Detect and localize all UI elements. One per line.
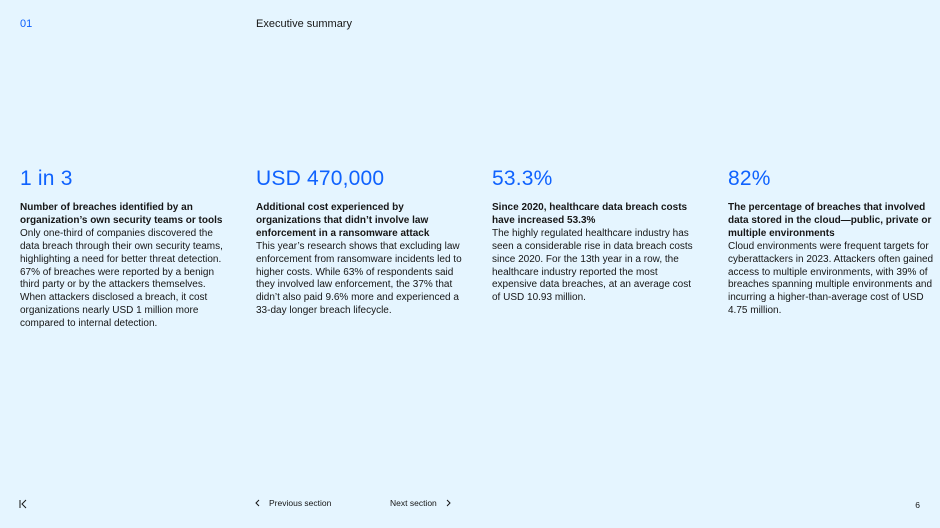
stat-heading: Number of breaches identified by an organization’s own security teams or tools — [20, 202, 223, 226]
next-section-link[interactable] — [390, 498, 452, 508]
stat-block-4 — [728, 166, 934, 318]
previous-section-label: Previous section — [269, 498, 332, 508]
stat-body: Cloud environments were frequent targets for cyberattackers in 2023. Attackers often gained access to multiple environments, with 39% of breaches spanning multiple environments and incurring a higher-than-average cost of USD 4.75 million. — [728, 240, 934, 317]
section-number: 01 — [20, 18, 33, 30]
stat-block-2 — [256, 166, 462, 318]
stat-value: 82% — [728, 167, 771, 190]
stat-value: USD 470,000 — [256, 167, 385, 190]
stat-block-1 — [20, 166, 226, 331]
stat-heading: Additional cost experienced by organizations that didn’t involve law enforcement in a ransomware attack — [256, 202, 430, 239]
stat-heading: Since 2020, healthcare data breach costs have increased 53.3% — [492, 202, 688, 226]
stat-body: Only one-third of companies discovered the data breach through their own security teams, highlighting a need for better threat detection. 67% of breaches were reported by a benign third party or by the attackers themselves. When attackers disclosed a breach, it cost organizations nearly USD 1 million more compared to internal detection. — [20, 227, 223, 330]
stat-heading: The percentage of breaches that involved data stored in the cloud—public, private or multiple environments — [728, 202, 932, 239]
first-page-button[interactable] — [17, 497, 29, 511]
stat-body: This year’s research shows that excluding law enforcement from ransomware incidents led to higher costs. While 63% of respondents said they involved law enforcement, the 37% that didn’t also paid 9.6% more and experienced a 33-day longer breach lifecycle. — [256, 240, 462, 317]
stat-body: The highly regulated healthcare industry has seen a considerable rise in data breach costs since 2020. For the 13th year in a row, the healthcare industry reported the most expensive data breaches, at an average cost of USD 10.93 million. — [492, 227, 693, 304]
stat-value: 1 in 3 — [20, 167, 73, 190]
chevron-left-icon — [254, 498, 260, 508]
first-page-icon — [17, 497, 29, 511]
stat-value: 53.3% — [492, 167, 553, 190]
chevron-right-icon — [446, 498, 452, 508]
previous-section-link[interactable] — [254, 498, 331, 508]
stat-block-3 — [492, 166, 698, 305]
section-title: Executive summary — [256, 18, 352, 30]
page-number: 6 — [915, 500, 920, 510]
page-footer — [0, 497, 940, 513]
next-section-label: Next section — [390, 498, 437, 508]
